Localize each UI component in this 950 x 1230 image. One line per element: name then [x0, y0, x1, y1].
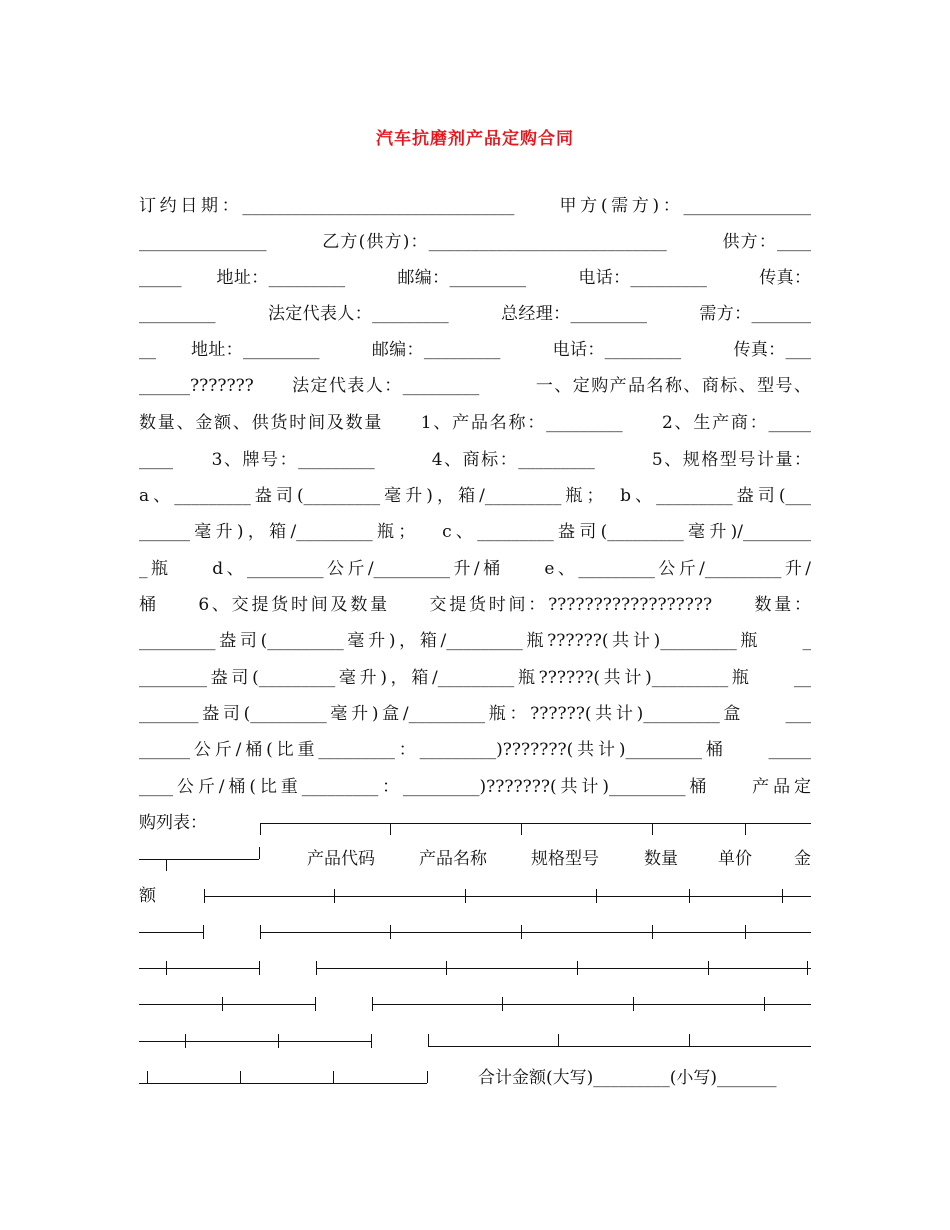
table-row [139, 920, 811, 944]
table-row [139, 992, 811, 1016]
total-amount-line: 合计金额(大写)_________(小写)_______ [478, 1068, 777, 1088]
table-row [139, 956, 811, 980]
contract-title: 汽车抗磨剂产品定购合同 [376, 129, 574, 149]
contract-line-16: ______公斤/桶(比重_________：_________)???????(共计)_________桶 _____ [139, 740, 811, 760]
contract-line-12: 桶 6、交提货时间及数量 交提货时间：?????????????????? 数量： [139, 595, 811, 615]
contract-line-17: ____公斤/桶(比重_________：_________)???????(共计)_________桶 产品定 [139, 777, 811, 797]
contract-line-6: ______??????? 法定代表人：_________ 一、定购产品名称、商标、型号、 [139, 376, 811, 396]
table-header-row [139, 847, 811, 871]
table-intro-label: 购列表： [139, 813, 207, 833]
table-header-spec: 规格型号 [531, 849, 599, 869]
table-row [139, 1029, 811, 1053]
contract-line-2: _______________ 乙方(供方)：____________________________ 供方：____ [139, 232, 811, 252]
contract-line-3: _____ 地址：_________ 邮编：_________ 电话：_________ 传真： [139, 268, 811, 288]
contract-line-5: __ 地址：_________ 邮编：_________ 电话：_________ 传真：___ [139, 340, 811, 360]
contract-line-7: 数量、金额、供货时间及数量 1、产品名称：_________ 2、生产商：_____ [139, 413, 811, 433]
contract-line-11: _瓶 d、_________公斤/_________升/桶 e、_________公斤/_________升/ [139, 559, 811, 579]
table-header-name: 产品名称 [419, 849, 487, 869]
table-header-amount-tail: 额 [139, 886, 156, 906]
contract-line-13: _________盎司(_________毫升)，箱/_________瓶??????(共计)_________瓶 _ [139, 631, 811, 651]
contract-line-1: 订约日期：________________________________ 甲方(需方)：_______________ [139, 196, 811, 216]
table-header-code: 产品代码 [307, 849, 375, 869]
contract-line-8: ____ 3、牌号：_________ 4、商标：_________ 5、规格型号计量： [139, 450, 811, 470]
table-header-price: 单价 [718, 849, 752, 869]
contract-line-14: ________盎司(_________毫升)，箱/_________瓶??????(共计)_________瓶 __ [139, 668, 811, 688]
contract-line-9: a、_________盎司(_________毫升)，箱/_________瓶； b、_________盎司(___ [139, 486, 811, 506]
table-header-qty: 数量 [644, 849, 678, 869]
table-row [139, 884, 811, 908]
contract-line-15: _______盎司(_________毫升)盒/_________瓶：??????(共计)_________盒 ___ [139, 704, 811, 724]
table-bottom-row [139, 1066, 811, 1090]
contract-line-10: ______毫升)，箱/_________瓶； c、_________盎司(_________毫升)/________ [139, 522, 811, 542]
table-row-intro [139, 811, 811, 835]
table-header-amount: 金 [794, 849, 811, 869]
contract-line-4: _________ 法定代表人：_________ 总经理：_________ 需方：_______ [139, 304, 811, 324]
